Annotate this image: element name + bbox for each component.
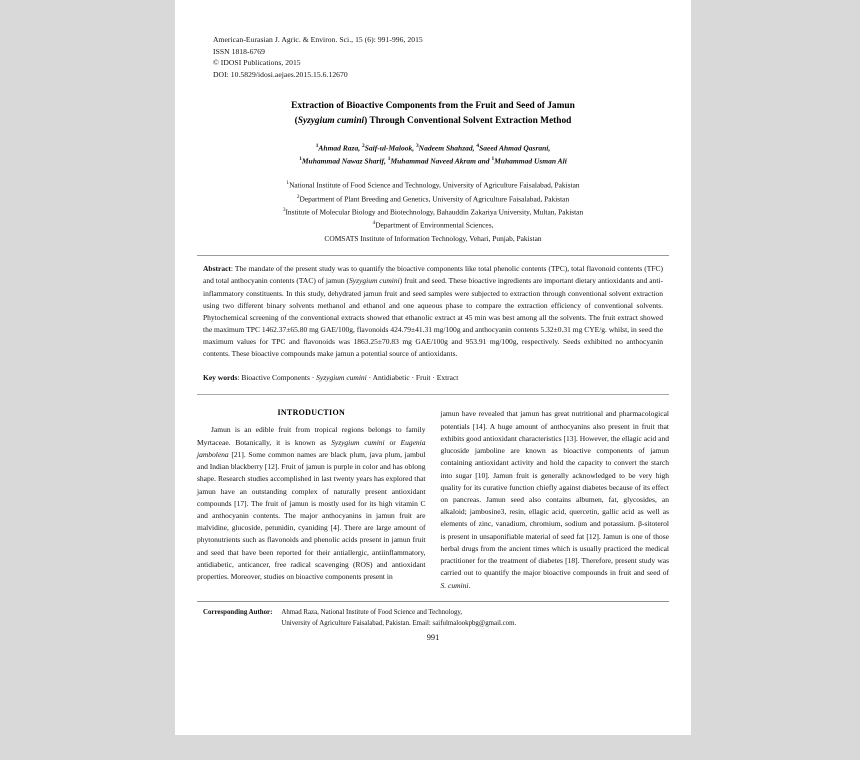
intro-right-b: .: [468, 580, 471, 590]
author-line-1: $^1$Ahmad Raza, $^2$Saif-ul-Malook, $^3$Nadeem Shahzad, $^4$Saeed Ahmad Qasrani,: [315, 142, 551, 153]
abstract-species-name: Syzygium cumini: [349, 276, 400, 286]
journal-issn: ISSN 1818-6769: [213, 46, 265, 56]
corresponding-author-line-1: Ahmad Raza, National Institute of Food Science and Technology,: [281, 608, 463, 616]
column-left: [197, 408, 426, 591]
affiliation-mark: 4: [372, 220, 376, 227]
intro-left-b: or: [384, 437, 401, 447]
author-mark: 1: [315, 142, 319, 149]
body-columns: [195, 408, 671, 591]
title-line-1: Extraction of Bioactive Components from the Fruit and Seed of Jamun: [291, 101, 575, 112]
divider-below-keywords: [197, 394, 669, 395]
corresponding-author-label: Corresponding Author:: [203, 608, 273, 616]
affiliation-text: Institute of Molecular Biology and Biotechnology, Bahauddin Zakariya University, Multan, Pakistan: [285, 207, 584, 217]
title-paren-open: (: [294, 116, 298, 127]
title-line-2: [205, 114, 661, 129]
introduction-heading: INTRODUCTION: [277, 408, 346, 418]
divider-above-abstract: [197, 255, 669, 256]
corresponding-author: [203, 607, 663, 630]
intro-paragraph-right: [441, 408, 670, 591]
author-mark: 2: [361, 142, 365, 149]
affiliation-3: [195, 206, 671, 219]
intro-paragraph-left: [197, 424, 426, 583]
abstract-text-2: ) fruit and seed. These bioactive ingredients are important dietary antioxidants and anti-inflammatory constituents. In this study, dehydrated jamun fruit and seed samples were subjected to extraction through conventional solvent extraction using two different binary solvents methanol and ethanol and one aqueous phase to compare the extraction efficiency of conventional solvents. Phytochemical screening of the conventional extracts showed that ethanolic extract at 45 min was best among all the solvents. The fruit extract showed the maximum TPC 1462.37±65.80 mg GAE/100g, flavonoids 424.79±41.31 mg/100g and anthocyanin contents 5.32±0.31 mg CYE/g. whilst, in seed the maximum values for TPC and flavonoids was 1863.25±70.83 mg GAE/100g and 953.91 mg/100g, respectively. Seeds exhibited no anthocyanin contents. These bioactive compounds make jamun a potential source of antioxidants.: [203, 276, 663, 359]
author-mark: 1: [299, 155, 302, 162]
intro-left-species-1: Syzygium cumini: [331, 437, 385, 447]
journal-citation: American-Eurasian J. Agric. & Environ. Sci., 15 (6): 991-996, 2015: [213, 35, 423, 44]
author-mark: 3: [415, 142, 419, 149]
column-right: [441, 408, 670, 591]
keywords-label: Key words: [203, 373, 238, 383]
affiliation-2: [195, 193, 671, 206]
page-number: 991: [426, 632, 440, 642]
divider-above-footer: [197, 601, 669, 602]
author-mark: 4: [476, 142, 480, 149]
paper-title: [195, 99, 671, 129]
intro-right-a: jamun have revealed that jamun has great nutritional and pharmacological potentials [14]. A huge amount of anthocyanins also present in fruit that exhibits good antioxidant characteristics [13]. However, the ellagic acid and glucoside jamboline are known as bioactive components of jamun containing antioxidant activity and hold the capacity to convert the starch into sugar [10]. Jamun fruit is generally acknowledged to be very high quality for its curative function chiefly against diabetes because of its effect on pancreas. Jamun seed also contains albumen, fat, glycosides, an alkaloid; jambosine3, resin, ellagic acid, quercetin, gallic acid as well as elements of zinc, vanadium, chromium, sodium and potassium. β-sitoterol is present in unsaponifiable material of seed fat [12]. Jamun is one of those herbal drugs from the ancient times which is usually practiced the medical practitioner for the treatment of diabetes [18]. Therefore, present study was carried out to quantify the major bioactive compounds in fruit and seed of: [440, 409, 669, 578]
affiliation-mark: 2: [296, 193, 300, 200]
author-mark: 1: [387, 155, 391, 162]
affiliation-text: National Institute of Food Science and Technology, University of Agriculture Faisalabad, Pakistan: [289, 180, 580, 190]
author-line-2: $^1$Muhammad Nawaz Sharif, $^1$Muhammad Naveed Akram and $^1$Muhammad Usman Ali: [299, 155, 567, 166]
intro-left-species-2: Eugenia jambolena: [197, 437, 426, 459]
intro-right-species: S. cumini: [440, 580, 469, 590]
corresponding-author-details: [281, 607, 516, 630]
author-mark: 1: [491, 155, 495, 162]
affiliation-list: [195, 179, 671, 245]
keywords-text-2: · Antidiabetic · Fruit · Extract: [366, 373, 459, 383]
journal-header: [213, 34, 671, 80]
affiliation-5: [195, 233, 671, 246]
affiliation-text: COMSATS Institute of Information Technology, Vehari, Punjab, Pakistan: [324, 233, 542, 243]
author-list: [195, 142, 671, 169]
corresponding-author-line-2: University of Agriculture Faisalabad, Pakistan. Email: saifulmalookpbg@gmail.com.: [281, 620, 517, 628]
abstract-section: [203, 263, 663, 360]
affiliation-mark: 1: [286, 180, 290, 187]
affiliation-4: [195, 219, 671, 232]
keywords-section: [203, 372, 663, 384]
title-line-2-tail: ) Through Conventional Solvent Extraction Method: [364, 116, 572, 127]
affiliation-mark: 3: [282, 206, 286, 213]
title-species-name: Syzygium cumini: [297, 116, 365, 127]
journal-doi: DOI: 10.5829/idosi.aejaes.2015.15.6.12670: [213, 69, 348, 79]
intro-left-a: Jamun is an edible fruit from tropical regions belongs to family Myrtaceae. Botanically, it is known as: [197, 425, 426, 447]
abstract-text-1: : The mandate of the present study was to quantify the bioactive components like total phenolic contents (TPC), total flavonoid contents (TFC) and total anthocyanin contents (TAC) of jamun (: [203, 264, 663, 286]
keywords-text-1: : Bioactive Components ·: [237, 373, 317, 383]
document-page: [175, 0, 691, 735]
affiliation-text: Department of Plant Breeding and Genetics, University of Agriculture Faisalabad, Pakistan: [299, 194, 570, 204]
intro-left-c: [21]. Some common names are black plum, java plum, jambul and Indian blackberry [12]. Fruit of jamun is purple in color and has oblong shape. Research studies accomplished in last twenty years has explored that jamun have an outstanding complex of naturally present antioxidant compounds [17]. The fruit of jamun is mostly used for its high vitamin C and anthocyanin contents. The major anthocyanins in jamun fruit are malvidine, glucoside, petunidin, cyaniding [4]. There are large amount of phytonutrients such as flavonoids and phenolic acids present in jamun fruit and seed that have been reported for their antiallergic, antiinflammatory, antidiabetic, anticancer, free radical scavenging (ROS) and antioxidant properties. Moreover, studies on bioactive components present in: [197, 449, 426, 582]
keywords-species-name: Syzygium cumini: [316, 373, 367, 383]
affiliation-text: Department of Environmental Sciences,: [375, 220, 494, 230]
abstract-label: Abstract: [203, 264, 231, 274]
journal-publisher: © IDOSI Publications, 2015: [213, 58, 301, 68]
affiliation-1: [195, 179, 671, 192]
